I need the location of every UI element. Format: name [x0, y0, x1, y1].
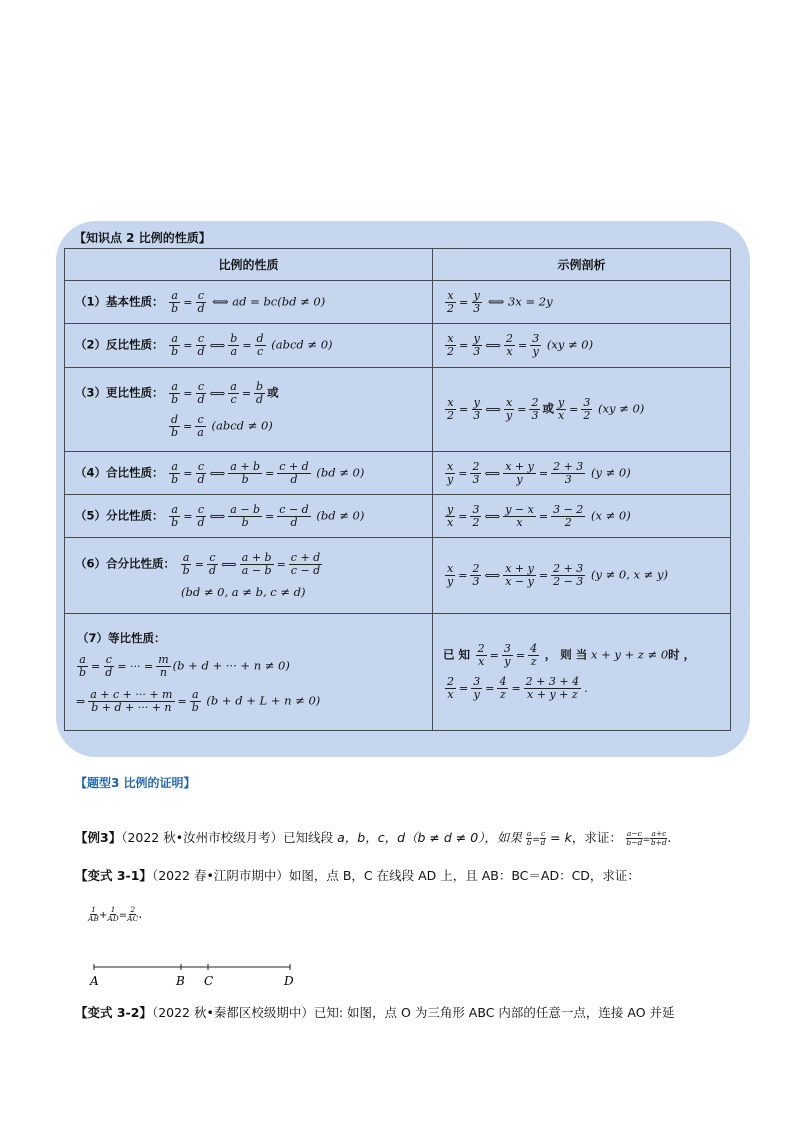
property-cell: （1）基本性质： $\frac{a}{b}$ = $\frac{c}{d}$ ⟺ ad = bc(bd ≠ 0)	[65, 281, 433, 324]
section-heading: 【题型3 比例的证明】	[75, 776, 196, 790]
variant-3-1-target: $\frac{1}{AB}$ + $\frac{1}{AD}$ = $\frac{2}{AC}$ .	[88, 905, 143, 923]
example-cell: $\frac{x}{y}$ = $\frac{2}{3}$ ⟺ $\frac{x + y}{x - y}$ = $\frac{2 + 3}{2 - 3}$ (y ≠ 0, x ≠ y)	[433, 538, 731, 614]
table-row	[65, 538, 731, 614]
property-cell: （6）合分比性质： $\frac{a}{b}$ = $\frac{c}{d}$ ⟺ $\frac{a + b}{a - b}$ = $\frac{c + d}{c - d}$ (bd ≠ 0, a ≠ b, c ≠ d)	[65, 538, 433, 614]
example-cell: $\frac{y}{x}$ = $\frac{3}{2}$ ⟺ $\frac{y - x}{x}$ = $\frac{3 - 2}{2}$ (x ≠ 0)	[433, 495, 731, 538]
table-row	[65, 614, 731, 731]
table-row	[65, 452, 731, 495]
example-cell: $\frac{x}{2}$ = $\frac{y}{3}$ ⟺ $\frac{x}{y}$ = $\frac{2}{3}$ 或 $\frac{y}{x}$ = $\frac{3}{2}$ (xy ≠ 0)	[433, 368, 731, 452]
property-cell: （7）等比性质： $\frac{a}{b}$ = $\frac{c}{d}$ = ··· = $\frac{m}{n}$ (b + d + ··· + n ≠ 0) ⇒ $\frac{a + c + \cdot\cdot\cdot + m}{b + d + \cdot\cdot\cdot + n}$ = $\frac{a}{b}$ (b + d + L + n ≠ 0)	[65, 614, 433, 731]
header-properties: 比例的性质	[65, 249, 433, 281]
segment-figure	[80, 955, 310, 995]
property-label: （1）基本性质：	[75, 294, 164, 308]
table-row	[65, 368, 731, 452]
table-row	[65, 495, 731, 538]
properties-table	[64, 248, 731, 731]
property-cell: （2）反比性质： $\frac{a}{b}$ = $\frac{c}{d}$ ⟺ $\frac{b}{a}$ = $\frac{d}{c}$ (abcd ≠ 0)	[65, 324, 433, 368]
point-label-a: A	[90, 974, 99, 988]
example-cell: $\frac{x}{y}$ = $\frac{2}{3}$ ⟺ $\frac{x + y}{y}$ = $\frac{2 + 3}{3}$ (y ≠ 0)	[433, 452, 731, 495]
property-cell: （5）分比性质： $\frac{a}{b}$ = $\frac{c}{d}$ ⟺ $\frac{a - b}{b}$ = $\frac{c - d}{d}$ (bd ≠ 0)	[65, 495, 433, 538]
point-label-d: D	[284, 974, 294, 988]
example-cell: $\frac{x}{2}$ = $\frac{y}{3}$ ⟺ $\frac{2}{x}$ = $\frac{3}{y}$ (xy ≠ 0)	[433, 324, 731, 368]
table-row	[65, 281, 731, 324]
variant-3-2: 【变式 3-2】（2022 秋•秦都区校级期中）已知: 如图，点 O 为三角形 ABC 内部的任意一点，连接 AO 并延	[75, 1005, 675, 1020]
table-row	[65, 324, 731, 368]
example-3: 【例3】（2022 秋•汝州市校级月考）已知线段 a，b，c，d（b ≠ d ≠ 0），如果 $\frac{a}{b}$ = $\frac{c}{d}$ = k，求证： $\frac{a-c}{b-d}$ = $\frac{a+c}{b+d}$ .	[75, 829, 672, 847]
point-label-b: B	[176, 974, 185, 988]
header-examples: 示例剖析	[433, 249, 731, 281]
property-cell: （4）合比性质： $\frac{a}{b}$ = $\frac{c}{d}$ ⟺ $\frac{a + b}{b}$ = $\frac{c + d}{d}$ (bd ≠ 0)	[65, 452, 433, 495]
example-cell: 已 知 $\frac{2}{x}$ = $\frac{3}{y}$ = $\frac{4}{z}$ ， 则 当 x + y + z ≠ 0时 ， $\frac{2}{x}$ = $\frac{3}{y}$ = $\frac{4}{z}$ = $\frac{2 + 3 + 4}{x + y + z}$ .	[433, 614, 731, 731]
example-cell: $\frac{x}{2}$ = $\frac{y}{3}$ ⟺ 3x = 2y	[433, 281, 731, 324]
point-label-c: C	[204, 974, 214, 988]
variant-3-1: 【变式 3-1】（2022 春•江阴市期中）如图，点 B，C 在线段 AD 上，且 AB：BC＝AD：CD，求证：	[75, 868, 640, 883]
table-header-row	[65, 249, 731, 281]
panel-title: 【知识点 2 比例的性质】	[74, 231, 211, 245]
property-cell: （3）更比性质： $\frac{a}{b}$ = $\frac{c}{d}$ ⟺ $\frac{a}{c}$ = $\frac{b}{d}$ 或 $\frac{d}{b}$ = $\frac{c}{a}$ (abcd ≠ 0)	[65, 368, 433, 452]
